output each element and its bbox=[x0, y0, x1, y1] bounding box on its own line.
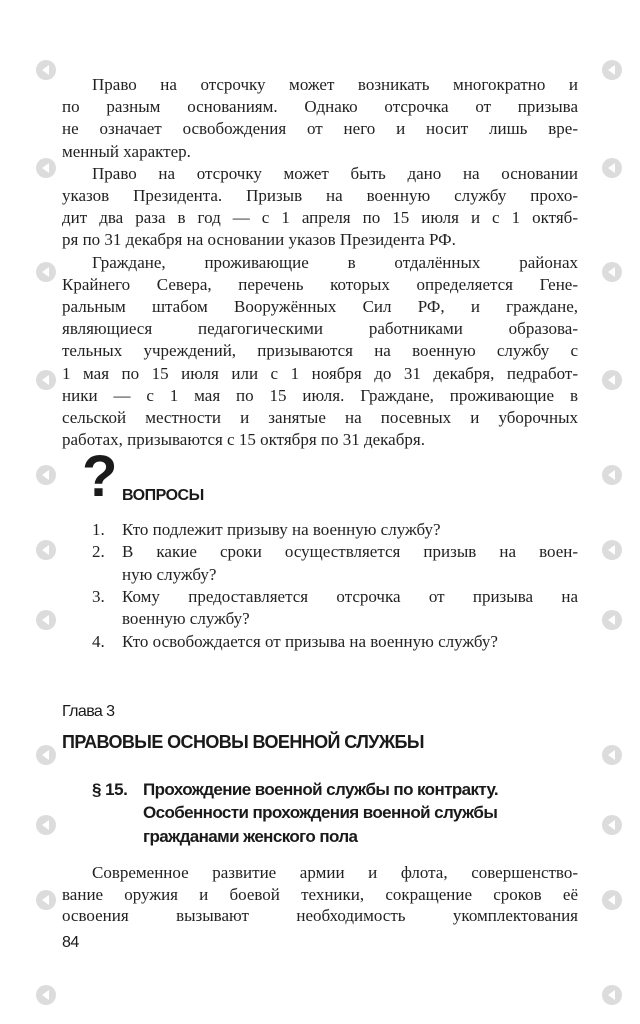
question-text: ную службу? bbox=[122, 564, 217, 584]
question-text: военную службу? bbox=[122, 609, 250, 629]
questions-heading: ВОПРОСЫ bbox=[122, 487, 204, 504]
text-line: Крайнего Севера, перечень которых определяется Гене- bbox=[62, 274, 578, 294]
watermark-logo-icon bbox=[602, 158, 622, 178]
text-line: по разным основаниям. Однако отсрочка от призыва bbox=[62, 97, 578, 117]
watermark-logo-icon bbox=[602, 262, 622, 282]
question-text: Кто освобождается от призыва на военную службу? bbox=[122, 631, 498, 651]
watermark-logo-icon bbox=[36, 745, 56, 765]
watermark-logo-icon bbox=[36, 262, 56, 282]
watermark-logo-icon bbox=[602, 370, 622, 390]
question-number: 1. bbox=[92, 520, 105, 539]
section-number: § 15. bbox=[92, 780, 128, 799]
watermark-logo-icon bbox=[36, 610, 56, 630]
watermark-logo-icon bbox=[602, 540, 622, 560]
watermark-logo-icon bbox=[36, 465, 56, 485]
watermark-logo-icon bbox=[36, 370, 56, 390]
section-title-line: гражданами женского пола bbox=[143, 827, 358, 846]
text-line: менный характер. bbox=[62, 141, 191, 161]
watermark-logo-icon bbox=[602, 890, 622, 910]
text-line: ральным штабом Вооружённых Сил РФ, и граждане, bbox=[62, 297, 578, 316]
watermark-logo-icon bbox=[602, 745, 622, 765]
chapter-title: ПРАВОВЫЕ ОСНОВЫ ВОЕННОЙ СЛУЖБЫ bbox=[62, 732, 424, 752]
page-number: 84 bbox=[62, 934, 79, 951]
question-text: Кто подлежит призыву на военную службу? bbox=[122, 520, 441, 539]
question-mark-icon: ? bbox=[82, 444, 118, 509]
text-line: ники — с 1 мая по 15 июля. Граждане, проживающие в bbox=[62, 385, 578, 405]
text-line: Граждане, проживающие в отдалённых районах bbox=[92, 252, 578, 272]
question-number: 2. bbox=[92, 542, 105, 562]
watermark-logo-icon bbox=[602, 60, 622, 80]
watermark-logo-icon bbox=[36, 540, 56, 560]
watermark-logo-icon bbox=[36, 815, 56, 835]
watermark-logo-icon bbox=[602, 815, 622, 835]
text-line: дит два раза в год — с 1 апреля по 15 июля и с 1 октяб- bbox=[62, 208, 578, 228]
text-line: являющиеся педагогическими работниками образова- bbox=[62, 319, 578, 339]
watermark-logo-icon bbox=[36, 985, 56, 1005]
watermark-logo-icon bbox=[36, 890, 56, 910]
watermark-logo-icon bbox=[36, 60, 56, 80]
question-number: 4. bbox=[92, 631, 105, 651]
text-line: не означает освобождения от него и носит лишь вре- bbox=[62, 119, 578, 139]
question-number: 3. bbox=[92, 586, 105, 606]
section-title-line: Прохождение военной службы по контракту. bbox=[143, 780, 499, 799]
question-text: Кому предоставляется отсрочка от призыва на bbox=[122, 586, 578, 606]
watermark-logo-icon bbox=[602, 985, 622, 1005]
text-line: Право на отсрочку может быть дано на основании bbox=[92, 163, 578, 183]
watermark-logo-icon bbox=[602, 465, 622, 485]
text-line: работах, призываются с 15 октября по 31 декабря. bbox=[62, 430, 425, 450]
text-line: Современное развитие армии и флота, совершенство- bbox=[92, 863, 578, 882]
text-line: вание оружия и боевой техники, сокращение сроков её bbox=[62, 884, 578, 904]
text-line: 1 мая по 15 июля или с 1 ноября до 31 декабря, педработ- bbox=[62, 363, 578, 383]
text-line: сельской местности и занятые на посевных и уборочных bbox=[62, 408, 578, 427]
text-line: ря по 31 декабря на основании указов Президента РФ. bbox=[62, 230, 456, 250]
text-line: тельных учреждений, призываются на военную службу с bbox=[62, 341, 578, 361]
text-line: освоения вызывают необходимость укомплектования bbox=[62, 906, 578, 925]
watermark-logo-icon bbox=[602, 610, 622, 630]
question-text: В какие сроки осуществляется призыв на воен- bbox=[122, 542, 578, 562]
watermark-logo-icon bbox=[36, 158, 56, 178]
section-title-line: Особенности прохождения военной службы bbox=[143, 803, 498, 822]
text-line: указов Президента. Призыв на военную службу прохо- bbox=[62, 186, 578, 205]
chapter-label: Глава 3 bbox=[62, 703, 115, 720]
text-line: Право на отсрочку может возникать многократно и bbox=[92, 75, 578, 94]
